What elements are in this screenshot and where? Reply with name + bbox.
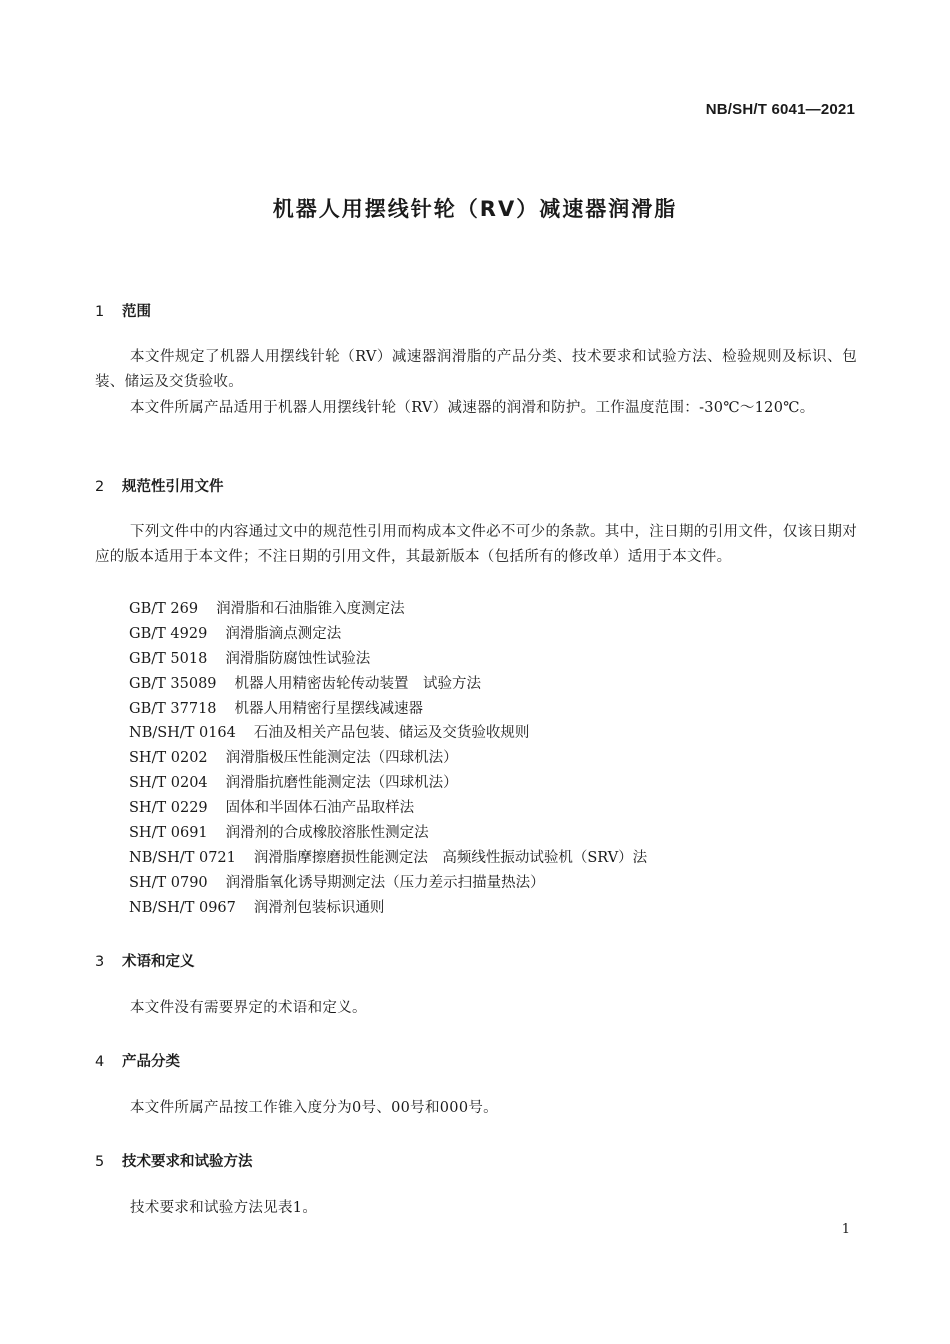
reference-item xyxy=(129,771,647,796)
reference-title: 润滑剂的合成橡胶溶胀性测定法 xyxy=(225,825,429,842)
reference-code: GB/T 269 xyxy=(129,601,199,617)
reference-item xyxy=(129,796,647,821)
section-title: 范围 xyxy=(122,304,151,320)
section-4-heading xyxy=(95,1050,180,1071)
reference-title: 润滑脂氧化诱导期测定法（压力差示扫描量热法） xyxy=(225,874,545,891)
section-title: 产品分类 xyxy=(122,1054,180,1070)
reference-code: GB/T 5018 xyxy=(129,650,208,667)
section-1-paragraph-1: 本文件规定了机器人用摆线针轮（RV）减速器润滑脂的产品分类、技术要求和试验方法、检验规则及标识、包装、储运及交货验收。 xyxy=(95,349,857,390)
reference-item xyxy=(129,647,647,672)
reference-item xyxy=(129,597,647,622)
section-3-heading xyxy=(95,950,195,971)
section-1-heading xyxy=(95,300,151,321)
reference-title: 石油及相关产品包装、储运及交货验收规则 xyxy=(253,725,530,742)
reference-item xyxy=(129,871,647,896)
reference-title: 润滑脂滴点测定法 xyxy=(225,625,342,642)
reference-item xyxy=(129,721,647,746)
reference-item xyxy=(129,622,647,647)
reference-title: 润滑脂极压性能测定法（四球机法） xyxy=(225,750,458,767)
section-number: 4 xyxy=(95,1054,105,1070)
reference-title: 机器人用精密行星摆线减速器 xyxy=(234,700,424,717)
section-3-paragraph-1: 本文件没有需要界定的术语和定义。 xyxy=(130,1000,367,1016)
section-number: 3 xyxy=(95,954,105,970)
section-number: 2 xyxy=(95,479,105,495)
standard-code: NB/SH/T 6041—2021 xyxy=(705,101,855,118)
section-2-heading xyxy=(95,475,224,496)
section-1-paragraph-2: 本文件所属产品适用于机器人用摆线针轮（RV）减速器的润滑和防护。工作温度范围：-30℃～120℃。 xyxy=(130,400,815,416)
reference-code: GB/T 35089 xyxy=(129,675,217,692)
normative-references-list xyxy=(129,597,647,921)
section-number: 1 xyxy=(95,304,105,320)
page-number: 1 xyxy=(841,1222,850,1237)
reference-item xyxy=(129,896,647,921)
section-4-paragraph-1: 本文件所属产品按工作锥入度分为0号、00号和000号。 xyxy=(130,1100,498,1116)
section-title: 规范性引用文件 xyxy=(122,479,224,495)
reference-title: 润滑脂和石油脂锥入度测定法 xyxy=(216,601,405,617)
reference-item xyxy=(129,746,647,771)
reference-code: SH/T 0204 xyxy=(129,775,208,792)
reference-title: 润滑剂包装标识通则 xyxy=(253,899,385,916)
section-title: 术语和定义 xyxy=(122,954,195,970)
reference-code: SH/T 0691 xyxy=(129,825,208,842)
reference-title: 机器人用精密齿轮传动装置 试验方法 xyxy=(234,675,482,692)
reference-title: 润滑脂抗磨性能测定法（四球机法） xyxy=(225,775,458,792)
reference-code: SH/T 0229 xyxy=(129,800,208,817)
reference-code: GB/T 4929 xyxy=(129,625,208,642)
reference-code: NB/SH/T 0967 xyxy=(129,899,236,916)
reference-title: 润滑脂摩擦磨损性能测定法 高频线性振动试验机（SRV）法 xyxy=(253,849,648,866)
document-title: 机器人用摆线针轮（RV）减速器润滑脂 xyxy=(272,197,678,221)
reference-title: 润滑脂防腐蚀性试验法 xyxy=(225,650,371,667)
section-5-heading xyxy=(95,1150,253,1171)
reference-item xyxy=(129,697,647,722)
reference-code: SH/T 0790 xyxy=(129,874,208,891)
reference-code: SH/T 0202 xyxy=(129,750,208,767)
section-5-paragraph-1: 技术要求和试验方法见表1。 xyxy=(130,1200,318,1216)
reference-item xyxy=(129,821,647,846)
section-title: 技术要求和试验方法 xyxy=(122,1154,253,1170)
reference-code: NB/SH/T 0721 xyxy=(129,849,236,866)
reference-item xyxy=(129,846,647,871)
section-2-paragraph-1: 下列文件中的内容通过文中的规范性引用而构成本文件必不可少的条款。其中，注日期的引用文件，仅该日期对应的版本适用于本文件；不注日期的引用文件，其最新版本（包括所有的修改单）适用于本文件。 xyxy=(95,524,857,565)
section-number: 5 xyxy=(95,1154,105,1170)
reference-item xyxy=(129,672,647,697)
reference-code: NB/SH/T 0164 xyxy=(129,725,236,742)
reference-code: GB/T 37718 xyxy=(129,700,217,717)
reference-title: 固体和半固体石油产品取样法 xyxy=(225,800,415,817)
